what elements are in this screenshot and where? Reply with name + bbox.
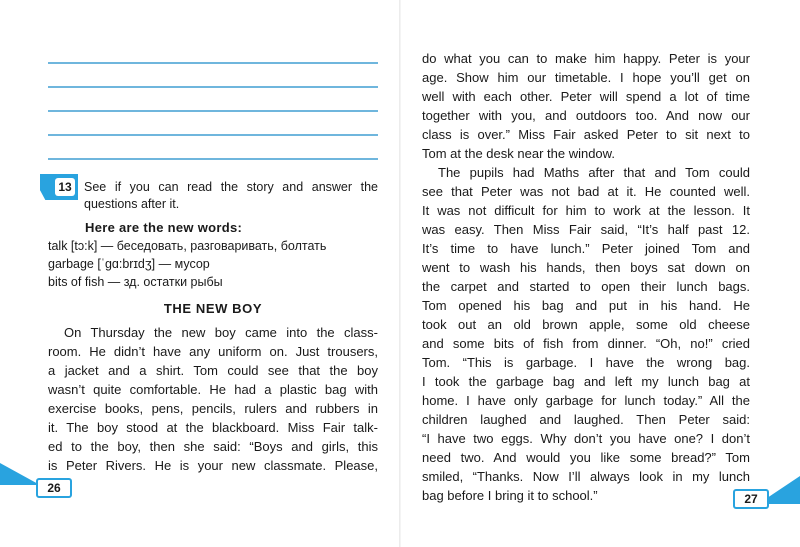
new-words-heading: Here are the new words:: [85, 220, 243, 235]
story-line: Tom at the desk near the window.: [422, 146, 615, 161]
answer-line: [48, 134, 378, 136]
exercise-instruction: See if you can read the story and answer the: [84, 180, 378, 194]
story-line: It’s time to have lunch.” Peter joined Tom and: [422, 241, 750, 256]
story-line: went to wash his hands, then boys sat down on: [422, 260, 750, 275]
story-line: do what you can to make him happy. Peter is your: [422, 51, 750, 66]
story-line: it. The boy stood at the blackboard. Miss Fair talk-: [48, 420, 378, 435]
page-corner-decoration: [0, 463, 40, 485]
story-line: was easy. Then Miss Fair said, “It’s half past 12.: [422, 222, 750, 237]
story-line: class is over.” Miss Fair asked Peter to sit next to: [422, 127, 750, 142]
story-line: see that Peter was not bad at it. He counted well.: [422, 184, 750, 199]
story-line: well with each other. Peter will spend a lot of time: [422, 89, 750, 104]
story-line: ed to the boy, then she said: “Boys and girls, this: [48, 439, 378, 454]
story-line: “I have two eggs. Why don’t you have one? I don’t: [422, 431, 750, 446]
answer-line: [48, 158, 378, 160]
story-line: smiled, “Thanks. Now I’ll always look in my lunch: [422, 469, 750, 484]
story-line: is Peter Rivers. He is your new classmate. Please,: [48, 458, 378, 473]
story-line: room. He didn’t have any uniform on. Just trousers,: [48, 344, 378, 359]
story-line: I took the garbage bag and left my lunch bag at: [422, 374, 750, 389]
story-line: together with you, and outdoors too. And now our: [422, 108, 750, 123]
story-line: children laughed and laughed. Then Peter said:: [422, 412, 750, 427]
page-number-right: 27: [733, 489, 769, 509]
story-line: and some bits of fish from dinner. “Oh, no!” cried: [422, 336, 750, 351]
story-line: bag before I bring it to school.”: [422, 488, 598, 503]
story-line: wasn’t quite comfortable. He had a plastic bag with: [48, 382, 378, 397]
story-line: need two. And would you like some bread?” Tom: [422, 450, 750, 465]
story-line: The pupils had Maths after that and Tom could: [438, 165, 750, 180]
story-title: THE NEW BOY: [163, 301, 263, 316]
vocab-item: talk [tɔ:k] — беседовать, разговаривать, болтать: [48, 239, 327, 253]
story-line: Tom. “This is garbage. I have the wrong bag.: [422, 355, 750, 370]
exercise-instruction-cont: questions after it.: [84, 197, 180, 211]
exercise-number: 13: [55, 178, 75, 196]
story-line: age. Show him our timetable. I hope you’ll get on: [422, 70, 750, 85]
story-line: Tom opened his bag and put in his hand. He: [422, 298, 750, 313]
vocab-item: bits of fish — зд. остатки рыбы: [48, 275, 223, 289]
story-line: On Thursday the new boy came into the class-: [64, 325, 378, 340]
story-line: exercise books, pens, pencils, rulers and rubbers in: [48, 401, 378, 416]
book-spine: [399, 0, 401, 547]
vocab-item: garbage [ˈɡɑ:brɪdʒ] — мусор: [48, 257, 210, 271]
answer-line: [48, 86, 378, 88]
answer-line: [48, 62, 378, 64]
story-line: It was not difficult for him to work at the lesson. It: [422, 203, 750, 218]
story-line: a jacket and a shirt. Tom could see that the boy: [48, 363, 378, 378]
story-line: took out an old brown apple, some old cheese: [422, 317, 750, 332]
story-line: home. I have only garbage for lunch today.” All the: [422, 393, 750, 408]
page-number-left: 26: [36, 478, 72, 498]
story-line: the carpet and started to open their lunch bags.: [422, 279, 750, 294]
exercise-badge: [40, 174, 78, 200]
answer-line: [48, 110, 378, 112]
